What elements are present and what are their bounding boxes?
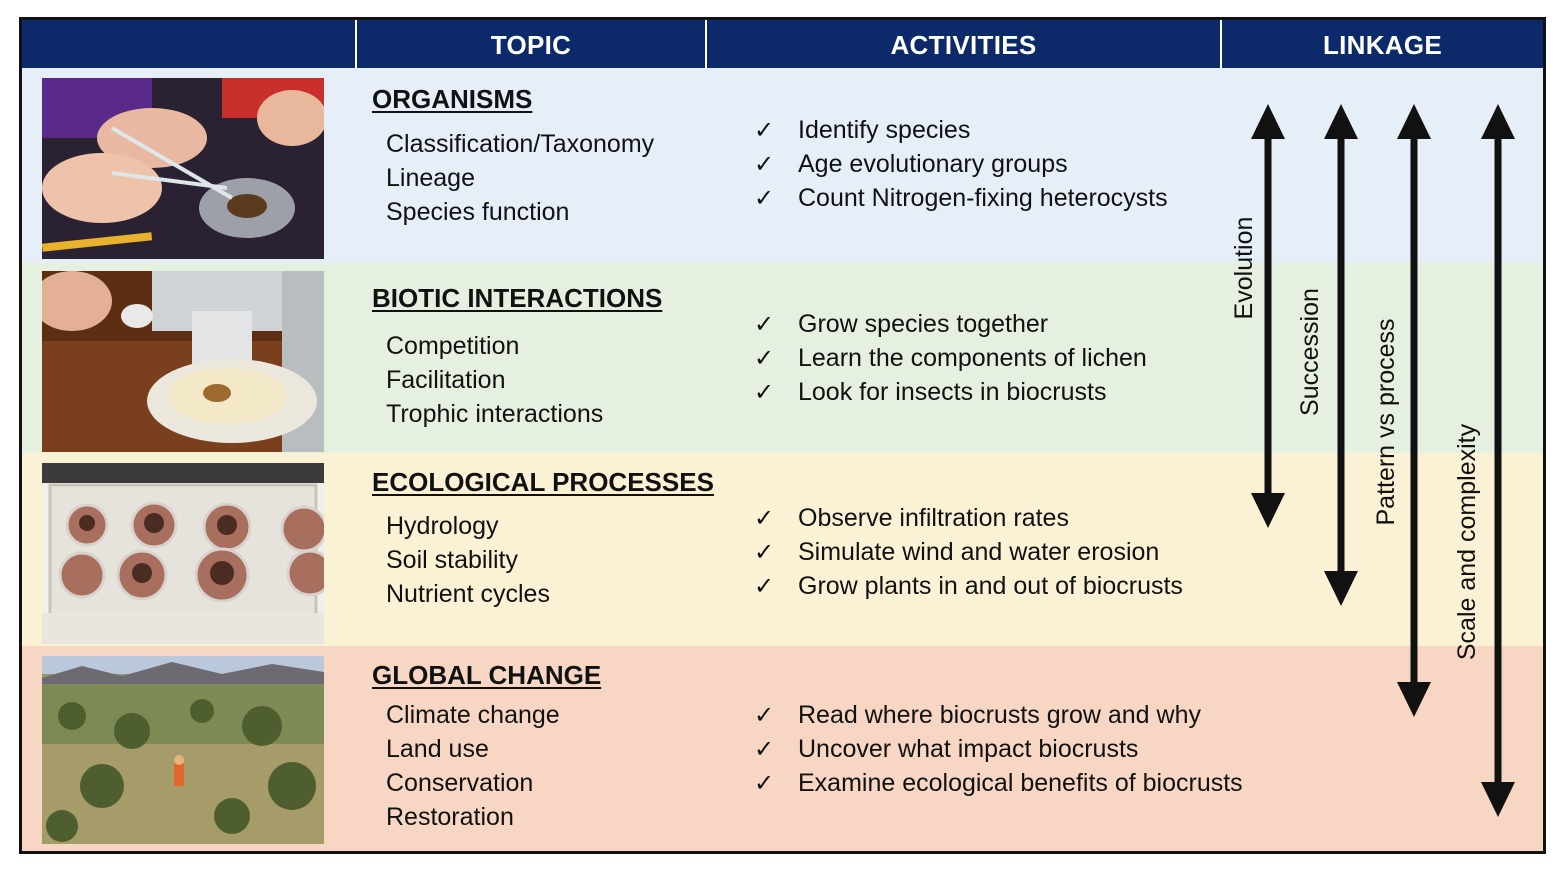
topic-item: Hydrology bbox=[386, 512, 499, 540]
evolution-arrow-head-up bbox=[1251, 104, 1285, 139]
header-topic: TOPIC bbox=[490, 30, 572, 60]
check-icon: ✓ bbox=[754, 770, 775, 797]
check-icon: ✓ bbox=[754, 573, 775, 600]
check-icon: ✓ bbox=[754, 702, 775, 729]
scale-arrow-head-up bbox=[1481, 104, 1515, 139]
topic-item: Soil stability bbox=[386, 546, 518, 574]
activity-text: Grow species together bbox=[798, 310, 1049, 338]
activity-text: Identify species bbox=[798, 116, 971, 144]
topic-item: Classification/Taxonomy bbox=[386, 130, 655, 158]
activity-text: Uncover what impact biocrusts bbox=[798, 735, 1139, 763]
check-icon: ✓ bbox=[754, 379, 775, 406]
activity-text: Grow plants in and out of biocrusts bbox=[798, 572, 1183, 600]
section-title: GLOBAL CHANGE bbox=[372, 660, 602, 690]
linkage-label-pattern-vs-process: Pattern vs process bbox=[1372, 318, 1400, 526]
topic-item: Restoration bbox=[386, 803, 514, 831]
check-icon: ✓ bbox=[754, 345, 775, 372]
evolution-arrow-head-down bbox=[1251, 493, 1285, 528]
pattern-arrow-head-up bbox=[1397, 104, 1431, 139]
topic-item: Competition bbox=[386, 332, 520, 360]
topic-item: Lineage bbox=[386, 164, 475, 192]
topic-item: Nutrient cycles bbox=[386, 580, 550, 608]
check-icon: ✓ bbox=[754, 151, 775, 178]
activity-text: Count Nitrogen-fixing heterocysts bbox=[798, 184, 1168, 212]
check-icon: ✓ bbox=[754, 539, 775, 566]
check-icon: ✓ bbox=[754, 505, 775, 532]
linkage-evolution bbox=[1230, 104, 1285, 528]
activity-text: Learn the components of lichen bbox=[798, 344, 1147, 372]
linkage-label-evolution: Evolution bbox=[1230, 216, 1258, 320]
linkage-pattern-vs-process bbox=[1372, 104, 1431, 717]
header-linkage: LINKAGE bbox=[1322, 30, 1443, 60]
topic-item: Facilitation bbox=[386, 366, 506, 394]
section-title: ECOLOGICAL PROCESSES bbox=[372, 467, 714, 497]
succession-arrow-head-down bbox=[1324, 571, 1358, 606]
activity-text: Read where biocrusts grow and why bbox=[798, 701, 1201, 729]
activity-text: Look for insects in biocrusts bbox=[798, 378, 1107, 406]
section-title: ORGANISMS bbox=[372, 84, 533, 114]
linkage-scale-and-complexity bbox=[1453, 104, 1515, 817]
section-title: BIOTIC INTERACTIONS bbox=[372, 283, 663, 313]
activity-text: Age evolutionary groups bbox=[798, 150, 1068, 178]
topic-item: Species function bbox=[386, 198, 570, 226]
activity-text: Simulate wind and water erosion bbox=[798, 538, 1160, 566]
topic-item: Climate change bbox=[386, 701, 560, 729]
header-activities: ACTIVITIES bbox=[890, 30, 1037, 60]
topic-item: Land use bbox=[386, 735, 489, 763]
check-icon: ✓ bbox=[754, 311, 775, 338]
linkage-arrows bbox=[22, 20, 1543, 851]
topic-item: Trophic interactions bbox=[386, 400, 604, 428]
diagram-frame bbox=[19, 17, 1546, 854]
linkage-label-scale-and-complexity: Scale and complexity bbox=[1453, 423, 1481, 661]
activity-text: Observe infiltration rates bbox=[798, 504, 1069, 532]
topic-item: Conservation bbox=[386, 769, 534, 797]
check-icon: ✓ bbox=[754, 185, 775, 212]
linkage-succession bbox=[1296, 104, 1358, 606]
scale-arrow-head-down bbox=[1481, 782, 1515, 817]
check-icon: ✓ bbox=[754, 117, 775, 144]
succession-arrow-head-up bbox=[1324, 104, 1358, 139]
activity-text: Examine ecological benefits of biocrusts bbox=[798, 769, 1243, 797]
pattern-arrow-head-down bbox=[1397, 682, 1431, 717]
check-icon: ✓ bbox=[754, 736, 775, 763]
linkage-label-succession: Succession bbox=[1296, 288, 1324, 416]
